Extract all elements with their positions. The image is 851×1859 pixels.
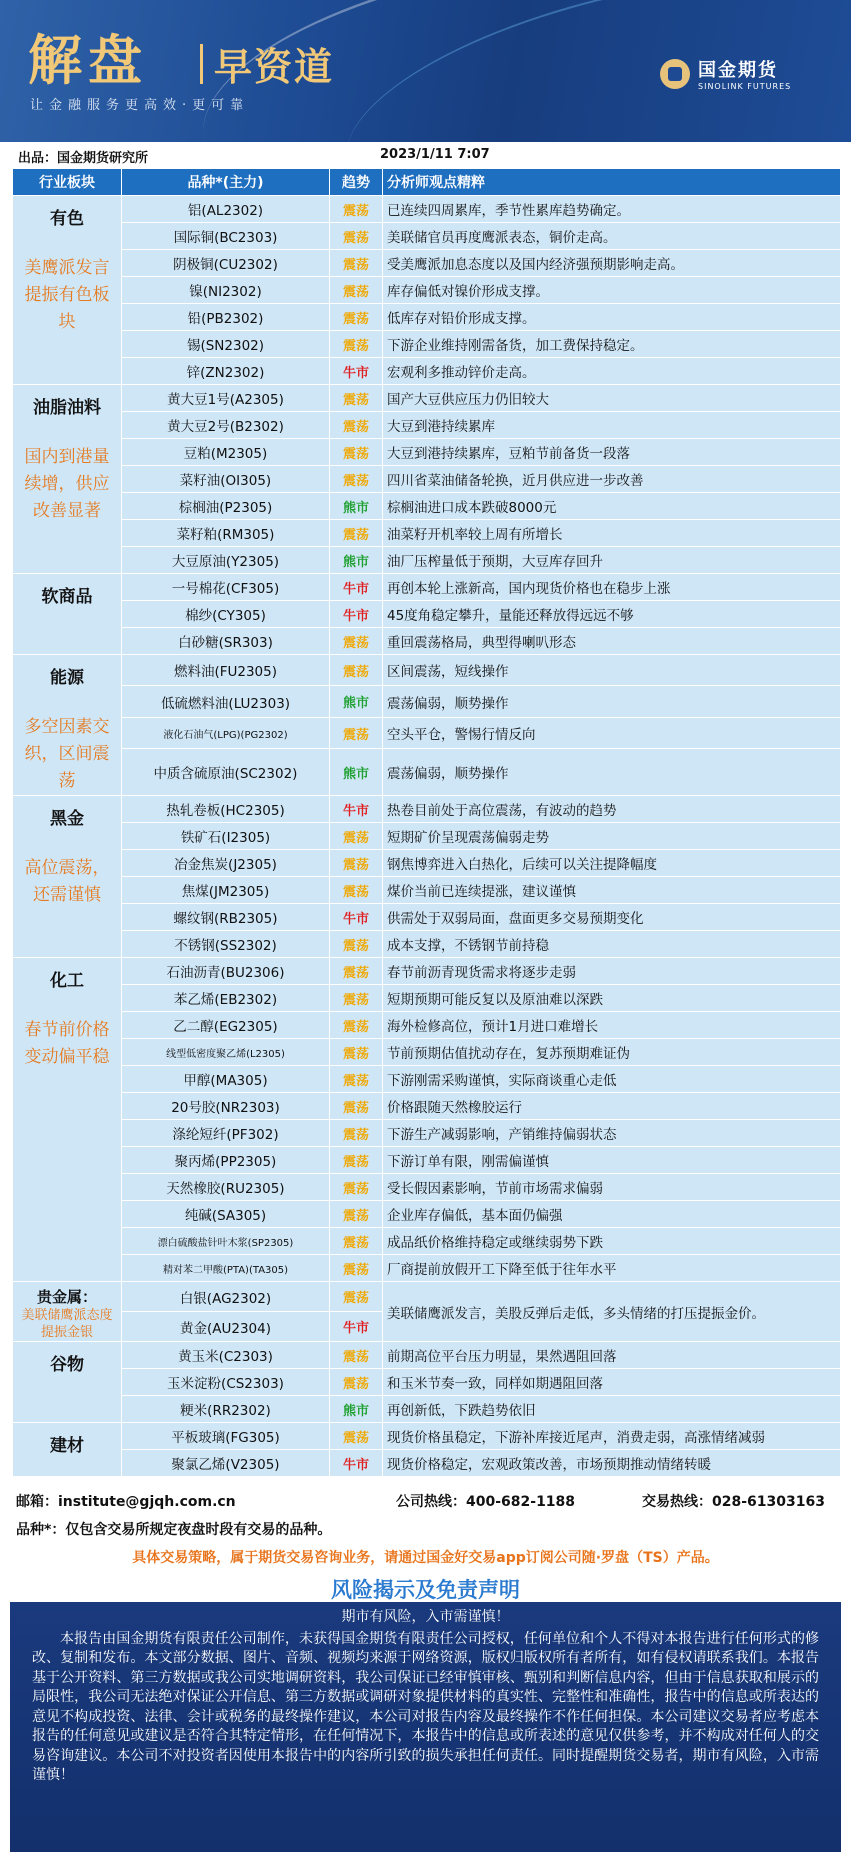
variety-cell: 纯碱(SA305) bbox=[122, 1201, 330, 1228]
variety-note: 品种*：仅包含交易所规定夜盘时段有交易的品种。 bbox=[16, 1522, 332, 1538]
table-row bbox=[13, 601, 841, 628]
analysis-cell: 和玉米节奏一致，同样如期遇阻回落 bbox=[383, 1369, 841, 1396]
table-row bbox=[13, 958, 841, 985]
trend-cell: 熊市 bbox=[330, 749, 383, 796]
col-variety: 品种*(主力) bbox=[122, 169, 330, 196]
analysis-cell: 再创新低，下跌趋势依旧 bbox=[383, 1396, 841, 1423]
variety-cell: 粳米(RR2302) bbox=[122, 1396, 330, 1423]
producer: 出品：国金期货研究所 bbox=[18, 151, 149, 166]
col-analysis: 分析师观点精粹 bbox=[383, 169, 841, 196]
table-row bbox=[13, 520, 841, 547]
table-row bbox=[13, 547, 841, 574]
table-row bbox=[13, 628, 841, 655]
trend-cell: 震荡 bbox=[330, 331, 383, 358]
analysis-cell: 供需处于双弱局面，盘面更多交易预期变化 bbox=[383, 904, 841, 931]
table-row bbox=[13, 358, 841, 385]
variety-cell: 铝(AL2302) bbox=[122, 196, 330, 223]
analysis-cell: 油菜籽开机率较上周有所增长 bbox=[383, 520, 841, 547]
variety-cell: 菜籽粕(RM305) bbox=[122, 520, 330, 547]
disclaimer-box bbox=[10, 1602, 841, 1852]
analysis-cell: 下游企业维持刚需备货，加工费保持稳定。 bbox=[383, 331, 841, 358]
table-row bbox=[13, 1201, 841, 1228]
table-row bbox=[13, 1147, 841, 1174]
analysis-cell: 现货价格稳定，宏观政策改善，市场预期推动情绪转暖 bbox=[383, 1450, 841, 1477]
analysis-cell: 棕榈油进口成本跌破8000元 bbox=[383, 493, 841, 520]
analysis-cell: 震荡偏弱，顺势操作 bbox=[383, 749, 841, 796]
trend-cell: 震荡 bbox=[330, 1120, 383, 1147]
trend-cell: 震荡 bbox=[330, 304, 383, 331]
variety-cell: 平板玻璃(FG305) bbox=[122, 1423, 330, 1450]
trend-cell: 震荡 bbox=[330, 1147, 383, 1174]
table-row bbox=[13, 196, 841, 223]
analysis-cell: 下游订单有限，刚需偏谨慎 bbox=[383, 1147, 841, 1174]
disclaimer-body: 本报告由国金期货有限责任公司制作，未获得国金期货有限责任公司授权，任何单位和个人不得对本报告进行任何形式的修改、复制和发布。本文部分数据、图片、音频、视频均来源于网络资源，版权归版权所有者所有，如有侵权请联系我们。本报告基于公开资料、第三方数据或我公司实地调研资料，我公司保证已经审慎审核、甄别和判断信息内容，但由于信息获取和展示的局限性，我公司无法绝对保证公开信息、第三方数据或调研对象提供材料的真实性、完整性和准确性，报告中的信息或所表达的意见不构成投资、法律、会计或税务的最终操作建议，本公司对报告内容及最终操作不作任何担保。本公司建议交易者应考虑本报告的任何意见或建议是否符合其特定情形，在任何情况下，本报告中的信息或所表述的意见仅供参考，并不构成对任何人的交易咨询建议。本公司不对投资者因使用本报告中的内容所引致的损失承担任何责任。同时提醒期货交易者，期市有风险，入市需谨慎！ bbox=[32, 1630, 819, 1783]
brand-subtitle: 早资道 bbox=[214, 45, 335, 89]
variety-cell: 燃料油(FU2305) bbox=[122, 655, 330, 686]
variety-cell: 20号胶(NR2303) bbox=[122, 1093, 330, 1120]
trend-cell: 牛市 bbox=[330, 358, 383, 385]
trend-cell: 震荡 bbox=[330, 985, 383, 1012]
table-row bbox=[13, 796, 841, 823]
table-row bbox=[13, 331, 841, 358]
analysis-cell: 下游生产减弱影响，产销维持偏弱状态 bbox=[383, 1120, 841, 1147]
table-row bbox=[13, 1369, 841, 1396]
analysis-cell: 大豆到港持续累库，豆粕节前备货一段落 bbox=[383, 439, 841, 466]
trend-cell: 牛市 bbox=[330, 601, 383, 628]
table-row bbox=[13, 655, 841, 686]
table-row bbox=[13, 1450, 841, 1477]
variety-cell: 热轧卷板(HC2305) bbox=[122, 796, 330, 823]
analysis-cell: 成品纸价格维持稳定或继续弱势下跌 bbox=[383, 1228, 841, 1255]
analysis-cell: 价格跟随天然橡胶运行 bbox=[383, 1093, 841, 1120]
trade-hotline: 交易热线：028-61303163 bbox=[642, 1494, 825, 1510]
table-row bbox=[13, 877, 841, 904]
trend-cell: 震荡 bbox=[330, 1066, 383, 1093]
col-trend: 趋势 bbox=[330, 169, 383, 196]
variety-cell: 漂白硫酸盐针叶木浆(SP2305) bbox=[122, 1228, 330, 1255]
email: 邮箱：institute@gjqh.com.cn bbox=[16, 1494, 236, 1510]
sector-name: 黑金 bbox=[50, 809, 84, 829]
analysis-cell: 美联储官员再度鹰派表态，铜价走高。 bbox=[383, 223, 841, 250]
analysis-cell: 震荡偏弱，顺势操作 bbox=[383, 686, 841, 717]
sector-tip: 美鹰派发言提振有色板块 bbox=[24, 258, 110, 332]
table-row bbox=[13, 223, 841, 250]
variety-cell: 苯乙烯(EB2302) bbox=[122, 985, 330, 1012]
trend-cell: 震荡 bbox=[330, 958, 383, 985]
variety-cell: 聚氯乙烯(V2305) bbox=[122, 1450, 330, 1477]
trend-cell: 牛市 bbox=[330, 904, 383, 931]
table-row bbox=[13, 1255, 841, 1282]
table-row bbox=[13, 1282, 841, 1312]
trend-cell: 震荡 bbox=[330, 1282, 383, 1312]
promo-text: 具体交易策略，属于期货交易咨询业务，请通过国金好交易app订阅公司随·罗盘（TS）产品。 bbox=[132, 1550, 719, 1566]
table-row bbox=[13, 823, 841, 850]
analysis-cell: 宏观利多推动锌价走高。 bbox=[383, 358, 841, 385]
table-row bbox=[13, 304, 841, 331]
variety-cell: 白砂糖(SR303) bbox=[122, 628, 330, 655]
variety-cell: 石油沥青(BU2306) bbox=[122, 958, 330, 985]
analysis-cell: 库存偏低对镍价形成支撑。 bbox=[383, 277, 841, 304]
sector-name: 软商品 bbox=[41, 587, 93, 607]
sector-name: 有色 bbox=[50, 209, 84, 229]
slogan: 让金融服务更高效·更可靠 bbox=[30, 98, 250, 113]
analysis-cell: 短期预期可能反复以及原油难以深跌 bbox=[383, 985, 841, 1012]
table-row bbox=[13, 850, 841, 877]
trend-cell: 震荡 bbox=[330, 1423, 383, 1450]
trend-cell: 震荡 bbox=[330, 1228, 383, 1255]
trend-cell: 震荡 bbox=[330, 385, 383, 412]
trend-cell: 震荡 bbox=[330, 277, 383, 304]
variety-cell: 乙二醇(EG2305) bbox=[122, 1012, 330, 1039]
sector-cell bbox=[13, 958, 122, 1282]
variety-cell: 低硫燃料油(LU2303) bbox=[122, 686, 330, 717]
variety-cell: 白银(AG2302) bbox=[122, 1282, 330, 1312]
analysis-cell: 45度角稳定攀升，量能还释放得远远不够 bbox=[383, 601, 841, 628]
trend-cell: 震荡 bbox=[330, 850, 383, 877]
table-row bbox=[13, 1120, 841, 1147]
sector-tip: 春节前价格变动偏平稳 bbox=[24, 1020, 110, 1067]
trend-cell: 震荡 bbox=[330, 439, 383, 466]
variety-cell: 锌(ZN2302) bbox=[122, 358, 330, 385]
variety-cell: 玉米淀粉(CS2303) bbox=[122, 1369, 330, 1396]
sector-name: 化工 bbox=[50, 971, 84, 991]
sector-tip: 高位震荡，还需谨慎 bbox=[24, 858, 110, 905]
risk-title: 风险揭示及免责声明 bbox=[331, 1578, 520, 1602]
analysis-cell: 煤价当前已连续提涨，建议谨慎 bbox=[383, 877, 841, 904]
table-header bbox=[13, 169, 841, 196]
variety-cell: 锡(SN2302) bbox=[122, 331, 330, 358]
variety-cell: 聚丙烯(PP2305) bbox=[122, 1147, 330, 1174]
analysis-cell: 低库存对铅价形成支撑。 bbox=[383, 304, 841, 331]
trend-cell: 熊市 bbox=[330, 686, 383, 717]
header-banner bbox=[0, 0, 851, 142]
variety-cell: 棉纱(CY305) bbox=[122, 601, 330, 628]
table-row bbox=[13, 1228, 841, 1255]
sector-tip: 国内到港量续增，供应改善显著 bbox=[24, 447, 110, 521]
analysis-cell: 油厂压榨量低于预期，大豆库存回升 bbox=[383, 547, 841, 574]
analysis-cell: 企业库存偏低，基本面仍偏强 bbox=[383, 1201, 841, 1228]
trend-cell: 牛市 bbox=[330, 1312, 383, 1342]
sector-name: 贵金属： bbox=[36, 1288, 97, 1306]
table-row bbox=[13, 1039, 841, 1066]
table-row bbox=[13, 574, 841, 601]
trend-cell: 震荡 bbox=[330, 1369, 383, 1396]
variety-cell: 大豆原油(Y2305) bbox=[122, 547, 330, 574]
trend-cell: 震荡 bbox=[330, 1093, 383, 1120]
analysis-cell: 受美鹰派加息态度以及国内经济强预期影响走高。 bbox=[383, 250, 841, 277]
analysis-cell: 前期高位平台压力明显，果然遇阻回落 bbox=[383, 1342, 841, 1369]
analysis-cell: 春节前沥青现货需求将逐步走弱 bbox=[383, 958, 841, 985]
variety-cell: 菜籽油(OI305) bbox=[122, 466, 330, 493]
variety-cell: 冶金焦炭(J2305) bbox=[122, 850, 330, 877]
brand-title: 解盘 bbox=[28, 28, 148, 92]
analysis-cell: 下游刚需采购谨慎，实际商谈重心走低 bbox=[383, 1066, 841, 1093]
variety-cell: 螺纹钢(RB2305) bbox=[122, 904, 330, 931]
analysis-cell: 四川省菜油储备轮换，近月供应进一步改善 bbox=[383, 466, 841, 493]
analysis-cell: 节前预期估值扰动存在，复苏预期难证伪 bbox=[383, 1039, 841, 1066]
company-hotline: 公司热线：400-682-1188 bbox=[396, 1494, 576, 1510]
variety-cell: 镍(NI2302) bbox=[122, 277, 330, 304]
table-row bbox=[13, 1423, 841, 1450]
analysis-cell: 大豆到港持续累库 bbox=[383, 412, 841, 439]
table-row bbox=[13, 686, 841, 717]
variety-cell: 铁矿石(I2305) bbox=[122, 823, 330, 850]
sector-cell bbox=[13, 1423, 122, 1477]
trend-cell: 震荡 bbox=[330, 931, 383, 958]
table-row bbox=[13, 1066, 841, 1093]
logo-cn: 国金期货 bbox=[698, 60, 778, 81]
sector-name: 油脂油料 bbox=[33, 398, 101, 418]
sector-cell bbox=[13, 196, 122, 385]
analysis-cell: 受长假因素影响，节前市场需求偏弱 bbox=[383, 1174, 841, 1201]
variety-cell: 棕榈油(P2305) bbox=[122, 493, 330, 520]
table-row bbox=[13, 717, 841, 748]
trend-cell: 震荡 bbox=[330, 223, 383, 250]
trend-cell: 熊市 bbox=[330, 547, 383, 574]
analysis-cell: 短期矿价呈现震荡偏弱走势 bbox=[383, 823, 841, 850]
analysis-cell: 厂商提前放假开工下降至低于往年水平 bbox=[383, 1255, 841, 1282]
variety-cell: 焦煤(JM2305) bbox=[122, 877, 330, 904]
trend-cell: 震荡 bbox=[330, 717, 383, 748]
sector-name: 建材 bbox=[50, 1436, 84, 1456]
sector-cell bbox=[13, 574, 122, 655]
trend-cell: 熊市 bbox=[330, 1396, 383, 1423]
sector-tip: 多空因素交织，区间震荡 bbox=[24, 717, 110, 791]
analysis-cell: 美联储鹰派发言，美股反弹后走低，多头情绪的打压提振金价。 bbox=[383, 1282, 841, 1342]
variety-cell: 铅(PB2302) bbox=[122, 304, 330, 331]
trend-cell: 震荡 bbox=[330, 1174, 383, 1201]
sector-cell bbox=[13, 655, 122, 796]
brand-divider bbox=[200, 44, 203, 84]
table-row bbox=[13, 412, 841, 439]
sector-name: 能源 bbox=[50, 668, 84, 688]
table-row bbox=[13, 1342, 841, 1369]
analysis-cell: 已连续四周累库，季节性累库趋势确定。 bbox=[383, 196, 841, 223]
analysis-cell: 现货价格虽稳定，下游补库接近尾声，消费走弱，高涨情绪减弱 bbox=[383, 1423, 841, 1450]
company-logo bbox=[660, 56, 791, 91]
table-row bbox=[13, 904, 841, 931]
sector-cell bbox=[13, 1342, 122, 1423]
trend-cell: 牛市 bbox=[330, 574, 383, 601]
analysis-cell: 再创本轮上涨新高，国内现货价格也在稳步上涨 bbox=[383, 574, 841, 601]
sector-cell bbox=[13, 796, 122, 958]
sector-name: 谷物 bbox=[50, 1355, 84, 1375]
trend-cell: 震荡 bbox=[330, 1342, 383, 1369]
table-row bbox=[13, 985, 841, 1012]
trend-cell: 震荡 bbox=[330, 1255, 383, 1282]
trend-cell: 震荡 bbox=[330, 520, 383, 547]
table-row bbox=[13, 250, 841, 277]
variety-cell: 黄金(AU2304) bbox=[122, 1312, 330, 1342]
table-row bbox=[13, 439, 841, 466]
trend-cell: 熊市 bbox=[330, 493, 383, 520]
analysis-cell: 钢焦博弈进入白热化，后续可以关注提降幅度 bbox=[383, 850, 841, 877]
variety-cell: 液化石油气(LPG)(PG2302) bbox=[122, 717, 330, 748]
trend-cell: 震荡 bbox=[330, 628, 383, 655]
report-date: 2023/1/11 7:07 bbox=[380, 147, 490, 162]
analysis-cell: 空头平仓，警惕行情反向 bbox=[383, 717, 841, 748]
sector-cell bbox=[13, 385, 122, 574]
variety-cell: 线型低密度聚乙烯(L2305) bbox=[122, 1039, 330, 1066]
trend-cell: 震荡 bbox=[330, 412, 383, 439]
table-row bbox=[13, 1174, 841, 1201]
variety-cell: 阴极铜(CU2302) bbox=[122, 250, 330, 277]
variety-cell: 中质含硫原油(SC2302) bbox=[122, 749, 330, 796]
logo-en: SINOLINK FUTURES bbox=[698, 82, 792, 91]
trend-cell: 震荡 bbox=[330, 250, 383, 277]
table-row bbox=[13, 1093, 841, 1120]
trend-cell: 震荡 bbox=[330, 877, 383, 904]
variety-cell: 甲醇(MA305) bbox=[122, 1066, 330, 1093]
trend-cell: 震荡 bbox=[330, 655, 383, 686]
disclaimer-heading: 期市有风险，入市需谨慎！ bbox=[341, 1609, 510, 1625]
col-sector: 行业板块 bbox=[13, 169, 122, 196]
trend-cell: 震荡 bbox=[330, 1039, 383, 1066]
variety-cell: 一号棉花(CF305) bbox=[122, 574, 330, 601]
table-row bbox=[13, 466, 841, 493]
table-row bbox=[13, 1396, 841, 1423]
trend-cell: 震荡 bbox=[330, 466, 383, 493]
trend-cell: 震荡 bbox=[330, 823, 383, 850]
logo-icon bbox=[660, 59, 690, 89]
analysis-cell: 海外检修高位，预计1月进口难增长 bbox=[383, 1012, 841, 1039]
analysis-table bbox=[12, 168, 841, 1477]
analysis-cell: 国产大豆供应压力仍旧较大 bbox=[383, 385, 841, 412]
table-row bbox=[13, 749, 841, 796]
variety-cell: 不锈钢(SS2302) bbox=[122, 931, 330, 958]
variety-cell: 精对苯二甲酸(PTA)(TA305) bbox=[122, 1255, 330, 1282]
variety-cell: 国际铜(BC2303) bbox=[122, 223, 330, 250]
report-meta bbox=[0, 144, 851, 166]
variety-cell: 黄大豆2号(B2302) bbox=[122, 412, 330, 439]
trend-cell: 震荡 bbox=[330, 1201, 383, 1228]
analysis-cell: 热卷目前处于高位震荡，有波动的趋势 bbox=[383, 796, 841, 823]
table-row bbox=[13, 931, 841, 958]
trend-cell: 牛市 bbox=[330, 796, 383, 823]
table-row bbox=[13, 277, 841, 304]
analysis-cell: 区间震荡，短线操作 bbox=[383, 655, 841, 686]
table-row bbox=[13, 385, 841, 412]
sector-tip: 美联储鹰派态度提振金银 bbox=[21, 1308, 113, 1340]
trend-cell: 牛市 bbox=[330, 1450, 383, 1477]
trend-cell: 震荡 bbox=[330, 196, 383, 223]
analysis-cell: 重回震荡格局，典型得喇叭形态 bbox=[383, 628, 841, 655]
variety-cell: 黄玉米(C2303) bbox=[122, 1342, 330, 1369]
trend-cell: 震荡 bbox=[330, 1012, 383, 1039]
table-row bbox=[13, 493, 841, 520]
variety-cell: 天然橡胶(RU2305) bbox=[122, 1174, 330, 1201]
variety-cell: 黄大豆1号(A2305) bbox=[122, 385, 330, 412]
sector-cell bbox=[13, 1282, 122, 1342]
variety-cell: 豆粕(M2305) bbox=[122, 439, 330, 466]
variety-cell: 涤纶短纤(PF302) bbox=[122, 1120, 330, 1147]
table-row bbox=[13, 1012, 841, 1039]
analysis-cell: 成本支撑，不锈钢节前持稳 bbox=[383, 931, 841, 958]
